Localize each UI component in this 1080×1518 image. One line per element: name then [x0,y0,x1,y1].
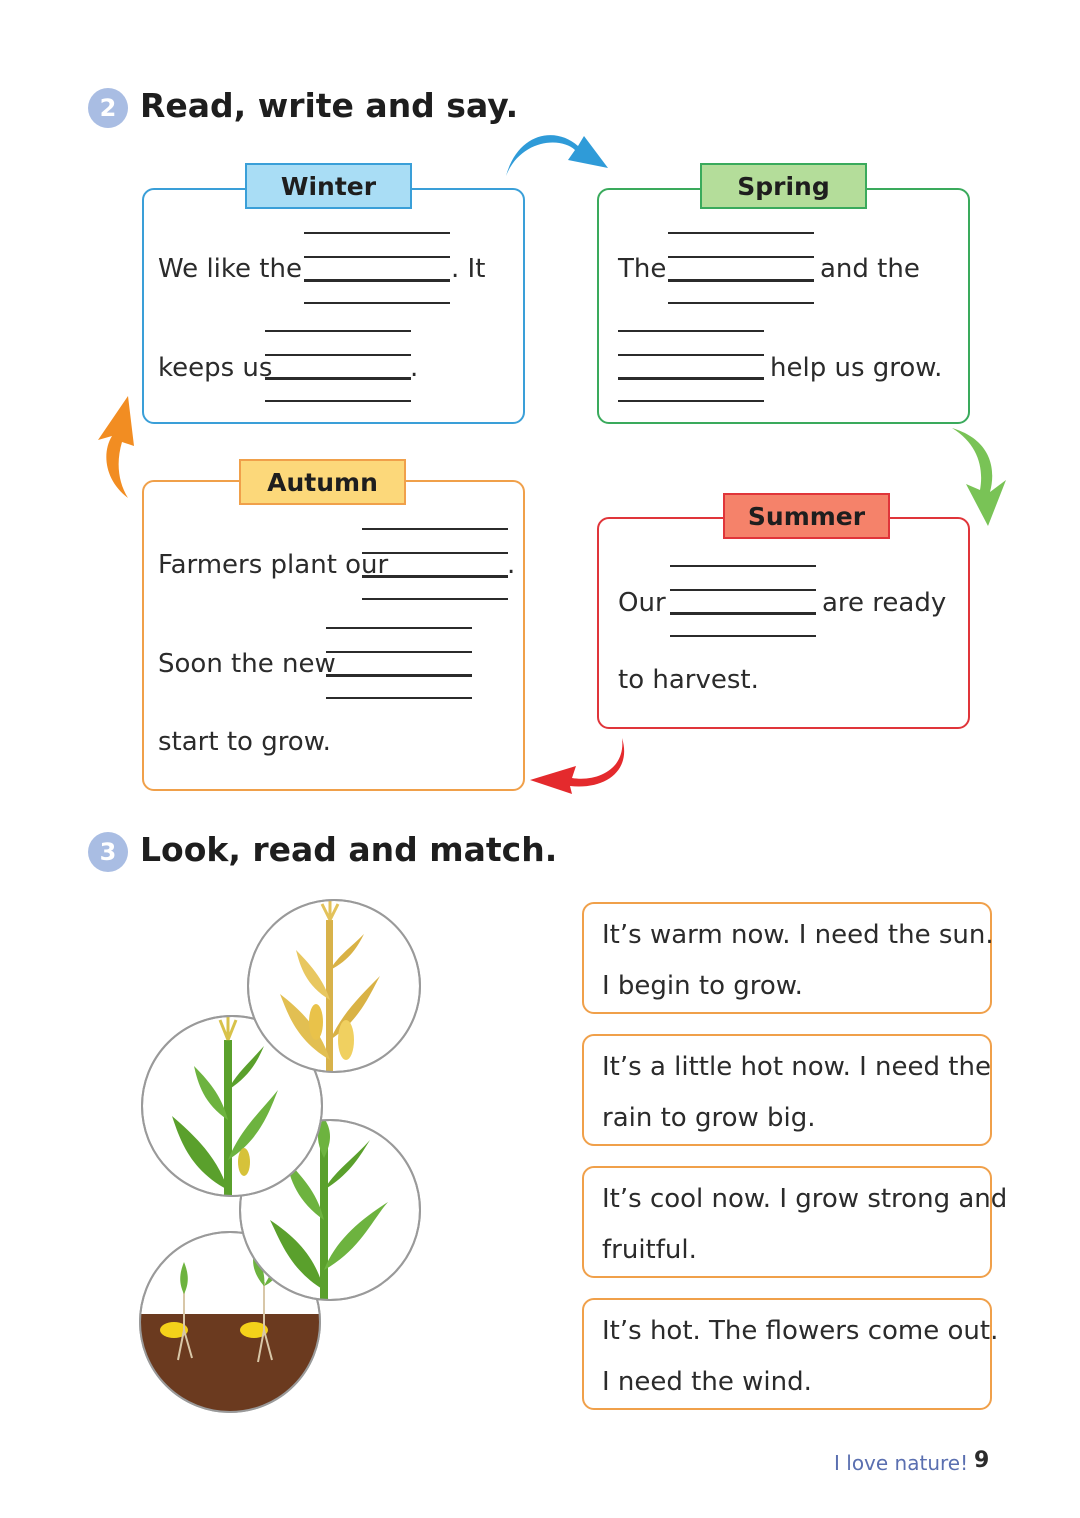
spring-blank-1[interactable] [668,232,814,302]
match-box-line: It’s a little hot now. I need the [602,1052,991,1082]
autumn-label: Autumn [239,459,406,505]
winter-text-1: We like the [158,254,302,284]
winter-text-2: . It [451,254,486,284]
section-number-badge: 3 [88,832,128,872]
spring-text-1: The [618,254,667,284]
match-box-4[interactable] [582,1298,999,1410]
unit-title: I love nature! [834,1451,969,1475]
green-arrow-icon [952,428,1006,526]
match-box-line: I begin to grow. [602,971,803,1001]
plant-stages-illustration [120,890,440,1430]
autumn-blank-2[interactable] [326,627,472,697]
winter-text-3: keeps us [158,353,273,383]
match-box-line: fruitful. [602,1235,697,1265]
section-title: Read, write and say. [140,86,519,125]
summer-text-3: to harvest. [618,665,759,695]
winter-blank-1[interactable] [304,232,450,302]
summer-text-2: are ready [822,588,947,618]
match-box-3[interactable] [582,1166,1008,1278]
match-box-line: It’s hot. The flowers come out. [602,1316,999,1346]
match-box-line: It’s cool now. I grow strong and [602,1184,1008,1214]
spring-label: Spring [700,163,867,209]
winter-text-4: . [410,353,419,383]
autumn-text-3: Soon the new [158,649,336,679]
page-number: 9 [974,1448,990,1473]
winter-blank-2[interactable] [265,330,411,400]
spring-text-3: help us grow. [770,353,943,383]
winter-label: Winter [245,163,412,209]
red-arrow-icon [530,738,624,794]
match-box-line: It’s warm now. I need the sun. [602,920,994,950]
autumn-text-2: . [507,550,516,580]
section-title: Look, read and match. [140,830,558,869]
orange-arrow-icon [98,396,134,498]
summer-label: Summer [723,493,890,539]
autumn-blank-1[interactable] [362,528,508,598]
match-box-line: I need the wind. [602,1367,812,1397]
section-number-badge: 2 [88,88,128,128]
summer-blank-1[interactable] [670,565,816,635]
match-box-1[interactable] [582,902,992,1014]
spring-text-2: and the [820,254,920,284]
blue-arrow-icon [506,135,608,176]
summer-text-1: Our [618,588,666,618]
spring-blank-2[interactable] [618,330,764,400]
autumn-text-1: Farmers plant our [158,550,389,580]
autumn-text-4: start to grow. [158,727,331,757]
match-box-line: rain to grow big. [602,1103,816,1133]
match-box-2[interactable] [582,1034,992,1146]
